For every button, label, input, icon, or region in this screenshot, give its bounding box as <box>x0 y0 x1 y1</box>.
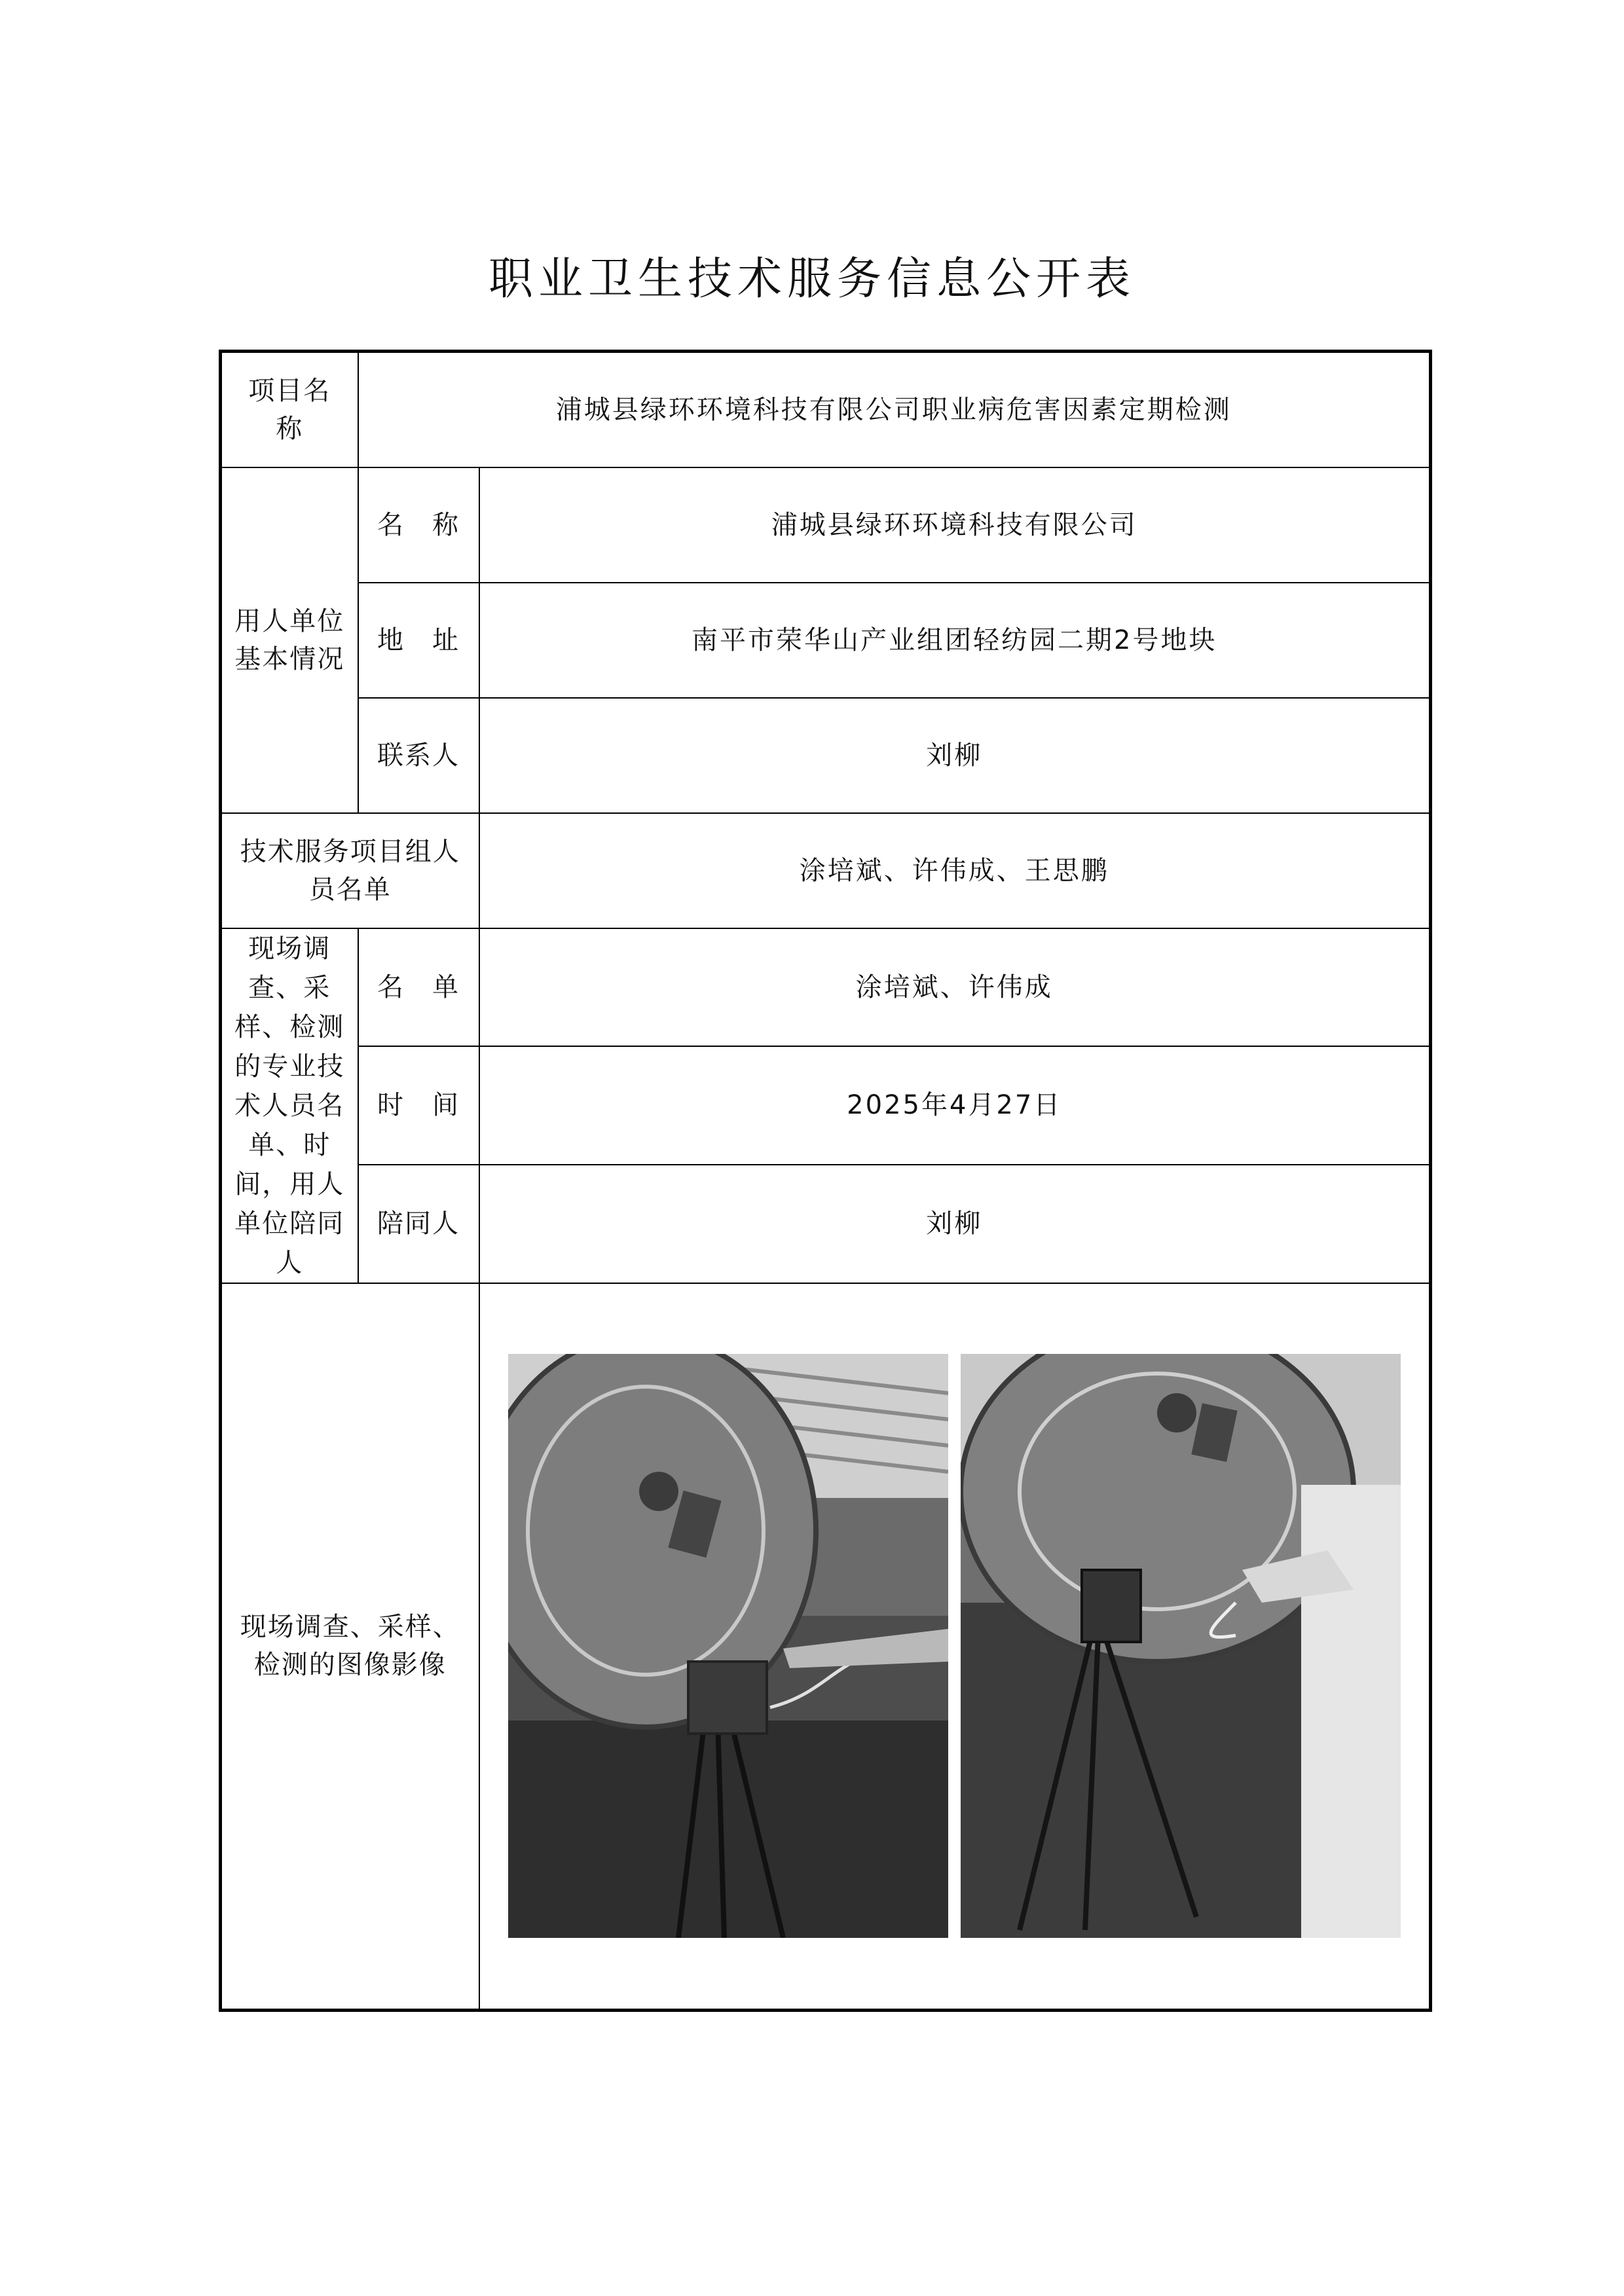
onsite-time-label: 时 间 <box>358 1046 479 1165</box>
table-row <box>221 583 1431 698</box>
table-row <box>221 467 1431 583</box>
table-row <box>221 1283 1431 2011</box>
table-row <box>221 1046 1431 1165</box>
project-value: 浦城县绿环环境科技有限公司职业病危害因素定期检测 <box>358 352 1431 467</box>
page-title: 职业卫生技术服务信息公开表 <box>488 253 1135 305</box>
images-label: 现场调查、采样、检测的图像影像 <box>221 1283 479 2011</box>
onsite-time-value: 2025年4月27日 <box>479 1046 1431 1165</box>
table-row <box>221 1165 1431 1283</box>
onsite-list-value: 涂培斌、许伟成 <box>479 928 1431 1047</box>
onsite-escort-value: 刘柳 <box>479 1165 1431 1283</box>
team-label: 技术服务项目组人员名单 <box>221 813 479 928</box>
onsite-escort-label: 陪同人 <box>358 1165 479 1283</box>
onsite-list-label: 名 单 <box>358 928 479 1047</box>
table-row <box>221 813 1431 928</box>
employer-contact-label: 联系人 <box>358 698 479 813</box>
employer-section-label: 用人单位基本情况 <box>221 467 358 813</box>
employer-name-label: 名 称 <box>358 467 479 583</box>
project-label: 项目名称 <box>221 352 358 467</box>
photo-tank-sampling-right-icon <box>961 1354 1401 1938</box>
table-row <box>221 928 1431 1047</box>
employer-contact-value: 刘柳 <box>479 698 1431 813</box>
images-cell <box>479 1283 1431 2011</box>
employer-address-label: 地 址 <box>358 583 479 698</box>
employer-address-value: 南平市荣华山产业组团轻纺园二期2号地块 <box>479 583 1431 698</box>
team-value: 涂培斌、许伟成、王思鹏 <box>479 813 1431 928</box>
table-row <box>221 698 1431 813</box>
photo-tank-sampling-left-icon <box>508 1354 948 1938</box>
table-row <box>221 352 1431 467</box>
onsite-section-label: 现场调查、采样、检测的专业技术人员名单、时间，用人单位陪同人 <box>221 928 358 1283</box>
employer-name-value: 浦城县绿环环境科技有限公司 <box>479 467 1431 583</box>
info-table <box>219 350 1432 2012</box>
